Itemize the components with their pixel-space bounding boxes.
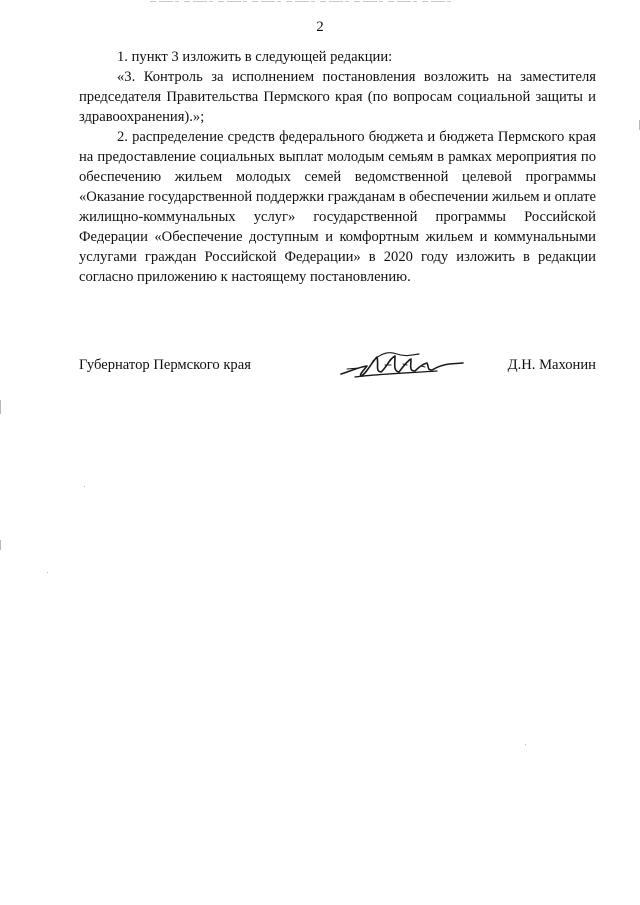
signature-block [79, 355, 596, 385]
handwritten-signature-icon [337, 347, 467, 383]
scan-speck [84, 486, 85, 487]
page-number: 2 [316, 19, 324, 35]
scan-top-edge-artifact [0, 0, 640, 4]
scan-left-edge-mark [0, 400, 1, 414]
paragraph-item-2: 2. распределение средств федерального бюджета и бюджета Пермского края на предоставление социальных выплат молодым семьям в рамках мероприятия по обеспечению жильем молодых семей ведомственной целевой программы «Оказание государственной поддержки гражданам в обеспечении жильем и оплате жилищно-коммунальных услуг» государственной программы Российской Федерации «Обеспечение доступным и комфортным жильем и коммунальными услугами граждан Российской Федерации» в 2020 году изложить в редакции согласно приложению к настоящему постановлению. [79, 129, 596, 285]
signatory-name: Д.Н. Махонин [507, 357, 596, 373]
paragraph-quote-item-3: «3. Контроль за исполнением постановления возложить на заместителя председателя Правительства Пермского края (по вопросам социальной защиты и здравоохранения).»; [79, 69, 596, 125]
paragraph-item-1: 1. пункт 3 изложить в следующей редакции: [117, 49, 393, 65]
document-body [79, 47, 596, 287]
scan-speck [525, 744, 526, 745]
signatory-title: Губернатор Пермского края [79, 357, 251, 373]
scan-speck [47, 572, 48, 573]
scan-left-edge-mark [0, 540, 1, 550]
